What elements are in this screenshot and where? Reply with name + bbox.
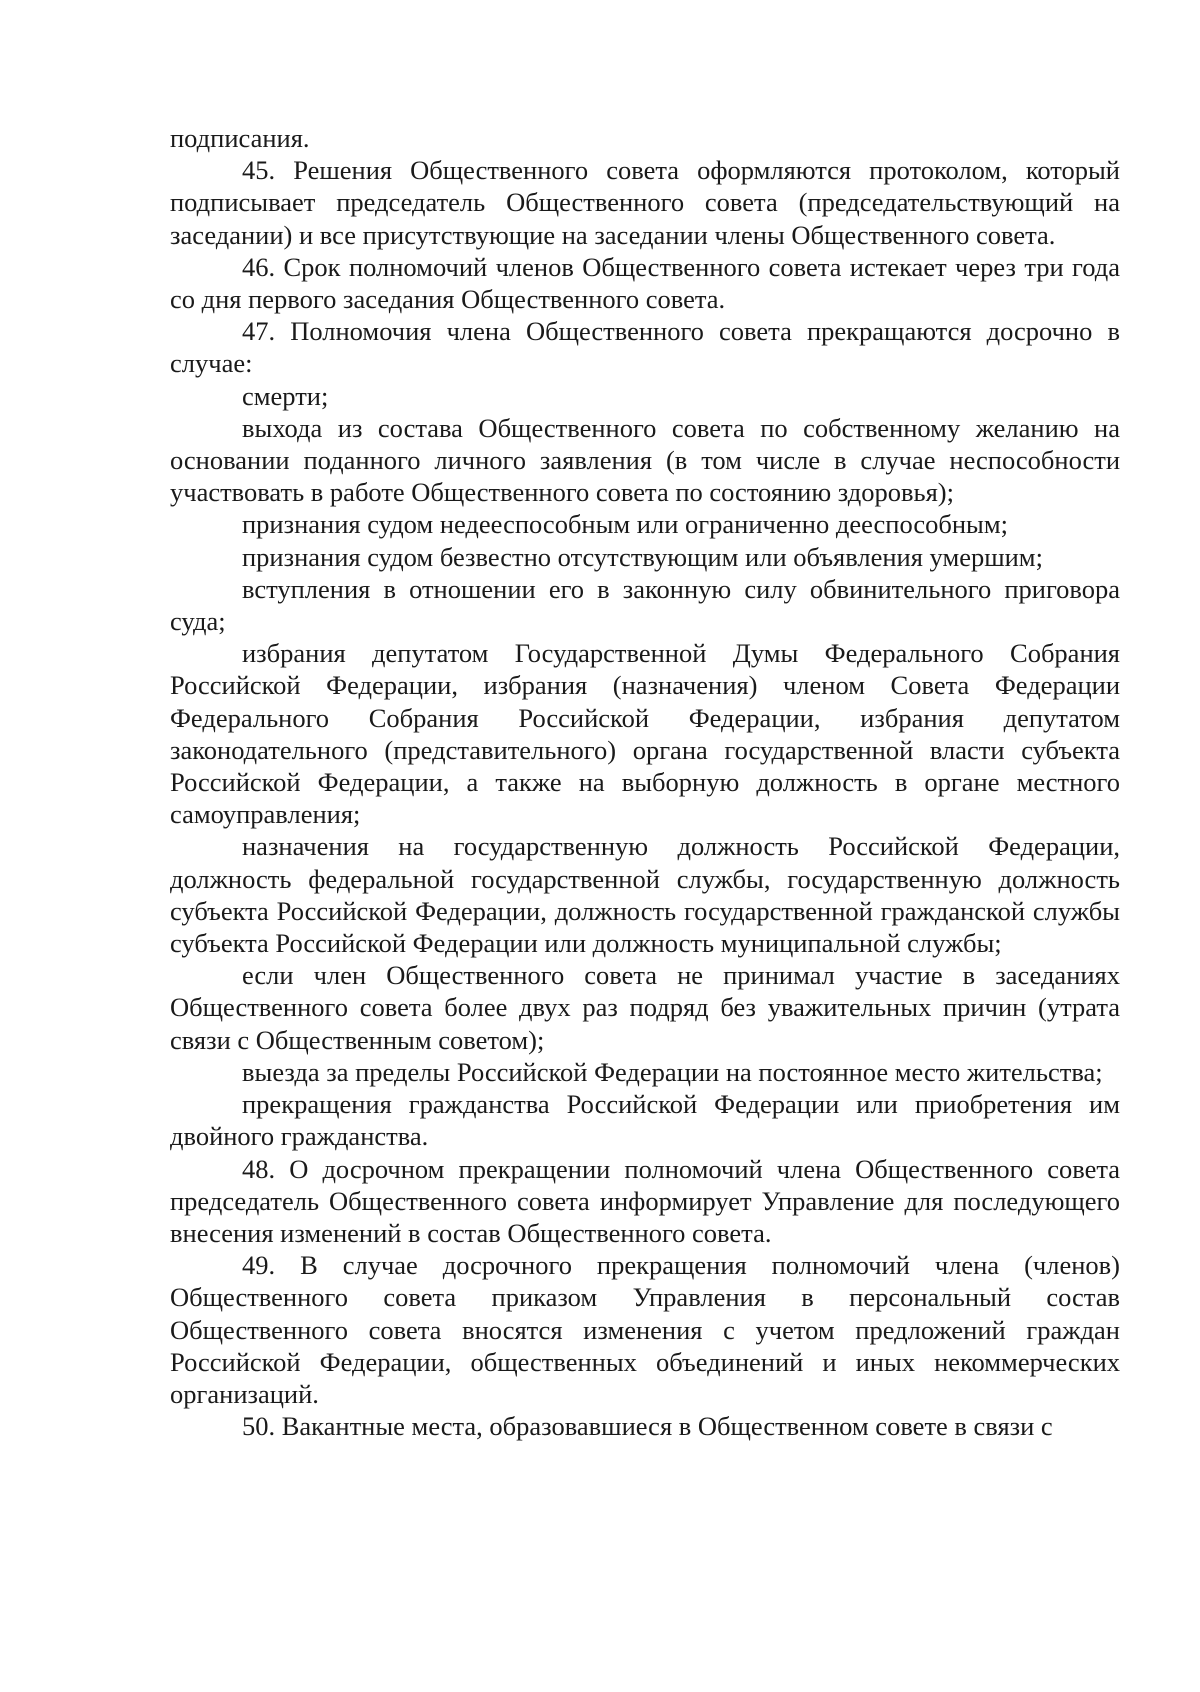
- document-body: [170, 122, 1120, 1442]
- list-item-resignation: выхода из состава Общественного совета по собственному желанию на основании поданного личного заявления (в том числе в случае неспособности участвовать в работе Общественного совета по состоянию здоровья);: [170, 412, 1120, 508]
- paragraph-continuation: подписания.: [170, 123, 310, 153]
- paragraph-item-48: 48. О досрочном прекращении полномочий члена Общественного совета председатель Общественного совета информирует Управление для последующего внесения изменений в состав Общественного совета.: [170, 1153, 1120, 1248]
- paragraph-item-47: 47. Полномочия члена Общественного совета прекращаются досрочно в случае:: [170, 316, 1120, 379]
- list-item-appointment: назначения на государственную должность Российской Федерации, должность федеральной государственной службы, государственную должность субъекта Российской Федерации, должность государственной гражданской службы субъекта Российской Федерации или должность муниципальной службы;: [170, 831, 1120, 959]
- paragraph-item-49: 49. В случае досрочного прекращения полномочий члена (членов) Общественного совета приказом Управления в персональный состав Общественного совета вносятся изменения с учетом предложений граждан Российской Федерации, общественных объединений и иных некоммерческих организаций.: [170, 1250, 1120, 1409]
- list-item-missing: признания судом безвестно отсутствующим или объявления умершим;: [242, 541, 1043, 572]
- paragraph-item-46: 46. Срок полномочий членов Общественного совета истекает через три года со дня первого заседания Общественного совета.: [170, 251, 1120, 315]
- paragraph-item-50: 50. Вакантные места, образовавшиеся в Общественном совете в связи с: [242, 1411, 1053, 1442]
- paragraph-item-45: 45. Решения Общественного совета оформляются протоколом, который подписывает председатель Общественного совета (председательствующий на заседании) и все присутствующие на заседании члены Общественного совета.: [170, 155, 1120, 250]
- list-item-citizenship: прекращения гражданства Российской Федерации или приобретения им двойного гражданства.: [170, 1089, 1120, 1152]
- list-item-emigration: выезда за пределы Российской Федерации на постоянное место жительства;: [242, 1056, 1103, 1087]
- list-item-conviction: вступления в отношении его в законную силу обвинительного приговора суда;: [170, 573, 1120, 637]
- list-item-death: смерти;: [242, 380, 329, 411]
- list-item-election: избрания депутатом Государственной Думы Федерального Собрания Российской Федерации, избрания (назначения) членом Совета Федерации Федерального Собрания Российской Федерации, избрания депутатом законодательного (представительного) органа государственной власти субъекта Российской Федерации, а также на выборную должность в органе местного самоуправления;: [170, 638, 1120, 830]
- list-item-absence: если член Общественного совета не принимал участие в заседаниях Общественного совета более двух раз подряд без уважительных причин (утрата связи с Общественным советом);: [170, 960, 1120, 1055]
- list-item-incapacity: признания судом недееспособным или ограниченно дееспособным;: [242, 509, 1008, 540]
